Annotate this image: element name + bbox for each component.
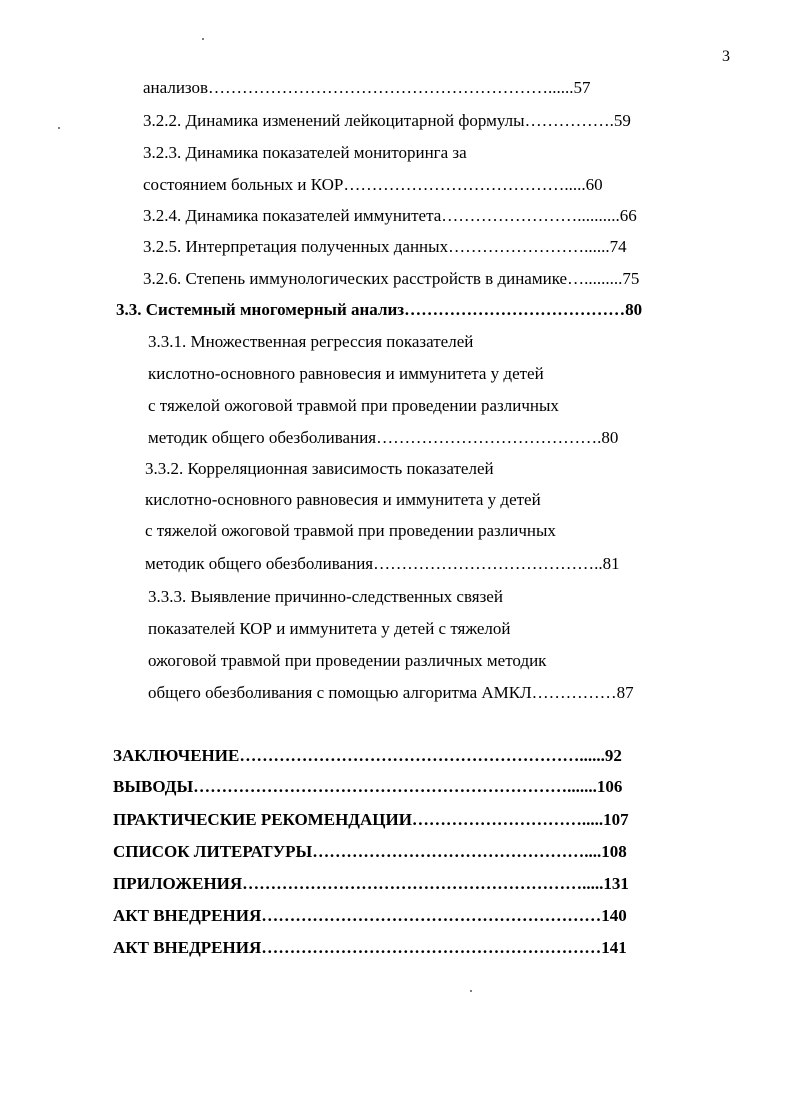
toc-line-3-3-3-cont1: показателей КОР и иммунитета у детей с тяжелой bbox=[148, 619, 511, 638]
toc-line-3-3-3-cont2: ожоговой травмой при проведении различных методик bbox=[148, 651, 547, 670]
toc-section-recommendations: ПРАКТИЧЕСКИЕ РЕКОМЕНДАЦИИ………………………….....107 bbox=[113, 810, 629, 829]
toc-section-implementation-act-1: АКТ ВНЕДРЕНИЯ……………………………………………………140 bbox=[113, 906, 627, 925]
toc-line-3-3-2-cont2: с тяжелой ожоговой травмой при проведении различных bbox=[145, 521, 556, 540]
toc-line-3-2-4: 3.2.4. Динамика показателей иммунитета……………………..........66 bbox=[143, 206, 637, 225]
toc-section-implementation-act-2: АКТ ВНЕДРЕНИЯ……………………………………………………141 bbox=[113, 938, 627, 957]
toc-line-3-3-3: 3.3.3. Выявление причинно-следственных связей bbox=[148, 587, 503, 606]
toc-section-findings: ВЫВОДЫ………………………………………………………….......106 bbox=[113, 777, 623, 796]
toc-line-3-3-1: 3.3.1. Множественная регрессия показателей bbox=[148, 332, 474, 351]
toc-line-3-3-3-cont3: общего обезболивания с помощью алгоритма АМКЛ……………87 bbox=[148, 683, 634, 702]
toc-line-3-2-3-cont: состоянием больных и КОР………………………………….....60 bbox=[143, 175, 603, 194]
toc-line-3-3-1-cont2: с тяжелой ожоговой травмой при проведении различных bbox=[148, 396, 559, 415]
toc-line-3-3-2: 3.3.2. Корреляционная зависимость показателей bbox=[145, 459, 494, 478]
toc-line-3-2-2: 3.2.2. Динамика изменений лейкоцитарной формулы…………….59 bbox=[143, 111, 631, 130]
toc-section-references: СПИСОК ЛИТЕРАТУРЫ…………………………………………....108 bbox=[113, 842, 627, 861]
scan-speck bbox=[202, 38, 204, 40]
toc-line-3-3-2-cont3: методик общего обезболивания…………………………………..81 bbox=[145, 554, 620, 573]
toc-line-3-2-5: 3.2.5. Интерпретация полученных данных……………………......74 bbox=[143, 237, 627, 256]
toc-line-3-3-2-cont1: кислотно-основного равновесия и иммунитета у детей bbox=[145, 490, 541, 509]
toc-line-3-3-1-cont1: кислотно-основного равновесия и иммунитета у детей bbox=[148, 364, 544, 383]
toc-line-analyses: анализов……………………………………………………......57 bbox=[143, 78, 591, 97]
toc-section-appendices: ПРИЛОЖЕНИЯ…………………………………………………….....131 bbox=[113, 874, 629, 893]
toc-line-3-3: 3.3. Системный многомерный анализ…………………………………80 bbox=[116, 300, 643, 319]
toc-line-3-2-3: 3.2.3. Динамика показателей мониторинга за bbox=[143, 143, 467, 162]
scan-speck bbox=[470, 990, 472, 992]
scan-speck bbox=[58, 127, 60, 129]
toc-line-3-2-6: 3.2.6. Степень иммунологических расстройств в динамике….........75 bbox=[143, 269, 640, 288]
page-number: 3 bbox=[722, 48, 730, 65]
toc-line-3-3-1-cont3: методик общего обезболивания………………………………….80 bbox=[148, 428, 619, 447]
toc-section-conclusion: ЗАКЛЮЧЕНИЕ……………………………………………………......92 bbox=[113, 746, 622, 765]
